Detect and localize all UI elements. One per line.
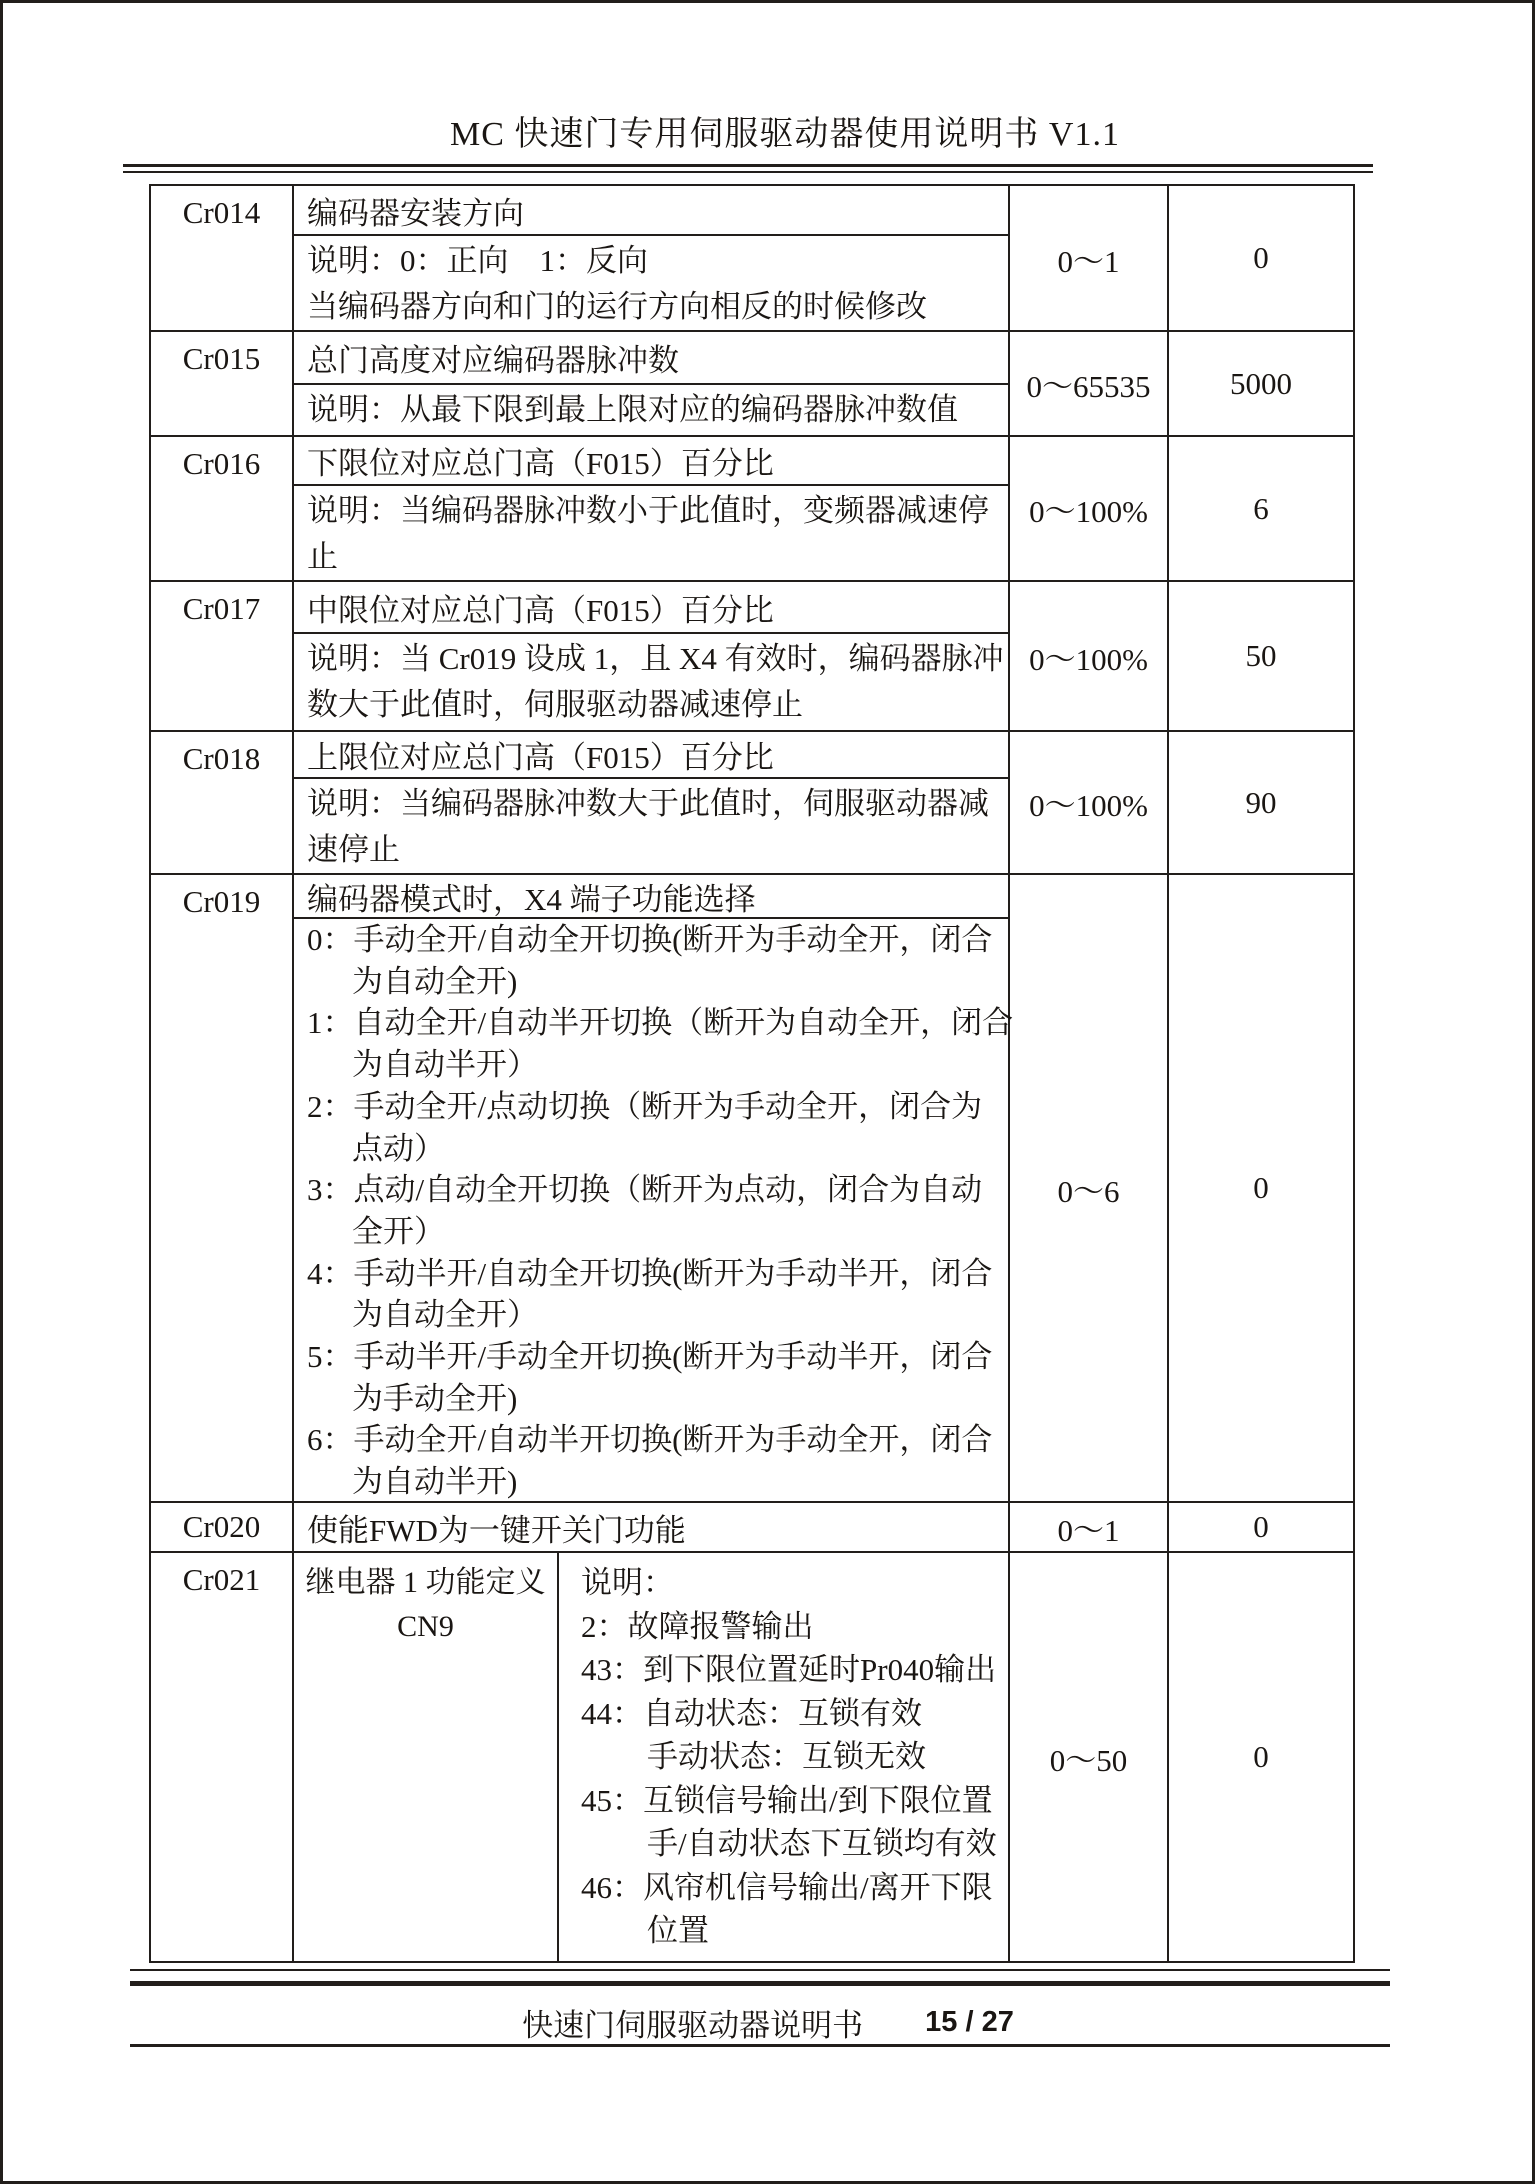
param-description-cell [294,732,1010,873]
option-line: 3：点动/自动全开切换（断开为点动，闭合为自动 [307,1172,983,1208]
note-line: 说明：0：正向 1：反向 [307,243,648,278]
relay-line: CN9 [397,1610,454,1643]
desc-line: 手动状态：互锁无效 [647,1739,926,1774]
param-description-cell [294,186,1010,330]
param-title: 编码器安装方向 [294,186,1008,236]
table-row-cr021 [151,1553,1353,1961]
option-line: 4：手动半开/自动全开切换(断开为手动半开，闭合 [307,1255,993,1291]
desc-line: 手/自动状态下互锁均有效 [647,1826,997,1861]
option-line: 为自动全开） [352,1297,538,1333]
param-title: 中限位对应总门高（F015）百分比 [294,582,1008,634]
param-default: 0 [1253,1739,1269,1774]
option-line: 为自动全开) [352,963,518,999]
table-row-cr017 [151,582,1353,732]
table-row-cr014 [151,186,1353,332]
param-description-cell [294,332,1010,435]
param-default: 50 [1245,638,1277,673]
param-code-text: Cr017 [182,591,261,626]
page-title: MC 快速门专用伺服驱动器使用说明书 V1.1 [450,116,1120,153]
desc-line: 44：自动状态：互锁有效 [581,1695,922,1731]
param-code-text: Cr018 [182,741,261,776]
param-code-text: Cr016 [182,446,261,481]
option-line: 为自动半开） [352,1047,538,1083]
param-note [294,779,1008,873]
option-line: 2：手动全开/点动切换（断开为手动全开，闭合为 [307,1088,983,1124]
note-line: 说明：从最下限到最上限对应的编码器脉冲数值 [307,392,958,427]
param-description-cell [294,437,1010,580]
param-code [151,437,294,580]
param-title: 上限位对应总门高（F015）百分比 [294,732,1008,779]
param-title: 编码器模式时，X4 端子功能选择 [294,875,1008,919]
note-line: 速停止 [307,832,400,867]
option-line: 点动） [352,1130,445,1166]
option-line: 全开） [352,1213,445,1249]
param-code-text: Cr020 [182,1509,261,1544]
param-range: 0～65535 [1010,332,1169,435]
option-line: 为自动半开) [352,1464,518,1500]
note-line: 当编码器方向和门的运行方向相反的时候修改 [307,289,927,324]
param-title: 使能FWD为一键开关门功能 [307,1512,686,1548]
option-line: 0：手动全开/自动全开切换(断开为手动全开，闭合 [307,922,993,957]
param-code [151,186,294,330]
note-line: 说明：当编码器脉冲数小于此值时，变频器减速停 [307,493,989,528]
param-default: 90 [1245,784,1277,820]
param-default: 5000 [1230,365,1292,401]
param-note [294,486,1008,580]
note-line: 说明：当编码器脉冲数大于此值时，伺服驱动器减 [307,786,989,821]
table-row-cr015 [151,332,1353,437]
note-line: 说明：当 Cr019 设成 1，且 X4 有效时，编码器脉冲 [307,641,1004,676]
relay-function-cell [294,1553,559,1961]
table-row-cr019 [151,875,1353,1503]
param-code-text: Cr021 [182,1562,261,1597]
param-range: 0～100% [1010,582,1169,730]
option-line: 为手动全开) [352,1380,518,1416]
table-row-cr020 [151,1503,1353,1553]
param-code [151,1503,294,1551]
footer-page-number: 15 / 27 [925,2005,1014,2038]
param-range: 0～1 [1010,1503,1169,1551]
header-rule [123,164,1373,173]
param-description-cell [294,1503,1010,1551]
note-line: 数大于此值时，伺服驱动器减速停止 [307,687,803,722]
desc-line: 位置 [647,1913,709,1948]
param-code-text: Cr019 [182,884,261,919]
footer-rule-thin [130,1969,1390,1971]
relay-line: 继电器 1 功能定义 [305,1566,546,1599]
param-code [151,332,294,435]
parameter-table [149,184,1355,1963]
param-range: 0～6 [1010,875,1169,1501]
footer [123,2000,1413,2044]
option-line: 1：自动全开/自动半开切换（断开为自动全开，闭合 [307,1005,1014,1041]
param-description-cell [294,875,1014,1501]
note-line: 止 [307,539,338,574]
table-row-cr016 [151,437,1353,582]
desc-line: 2：故障报警输出 [581,1608,814,1644]
desc-line: 43：到下限位置延时Pr040输出 [581,1652,997,1687]
param-note [294,236,1008,330]
param-default: 0 [1253,1509,1269,1544]
param-default: 0 [1253,240,1269,275]
param-code [151,732,294,873]
option-line: 6：手动全开/自动半开切换(断开为手动全开，闭合 [307,1422,993,1458]
desc-line: 46：风帘机信号输出/离开下限 [581,1869,993,1905]
param-description-cell [294,582,1010,730]
param-range: 0～50 [1010,1553,1169,1961]
param-code [151,582,294,730]
footer-doc-name: 快速门伺服驱动器说明书 [522,2007,864,2043]
relay-description-cell [559,1553,1010,1961]
param-code-text: Cr014 [182,195,261,230]
param-note [294,385,1008,435]
param-code [151,875,294,1501]
param-note [294,634,1008,730]
desc-line: 说明： [581,1565,674,1600]
footer-rule-thick [130,1981,1390,1986]
param-options [294,919,1014,1503]
param-range: 0～100% [1010,437,1169,580]
param-title: 总门高度对应编码器脉冲数 [294,332,1008,385]
table-row-cr018 [151,732,1353,875]
param-range: 0～100% [1010,732,1169,873]
param-code [151,1553,294,1961]
desc-line: 45：互锁信号输出/到下限位置 [581,1782,993,1818]
param-code-text: Cr015 [182,341,261,376]
param-default: 6 [1253,490,1269,526]
param-range: 0～1 [1010,186,1169,330]
param-default: 0 [1253,1170,1269,1205]
param-title: 下限位对应总门高（F015）百分比 [294,437,1008,486]
footer-rule-bottom [130,2044,1390,2047]
option-line: 5：手动半开/手动全开切换(断开为手动半开，闭合 [307,1339,993,1375]
